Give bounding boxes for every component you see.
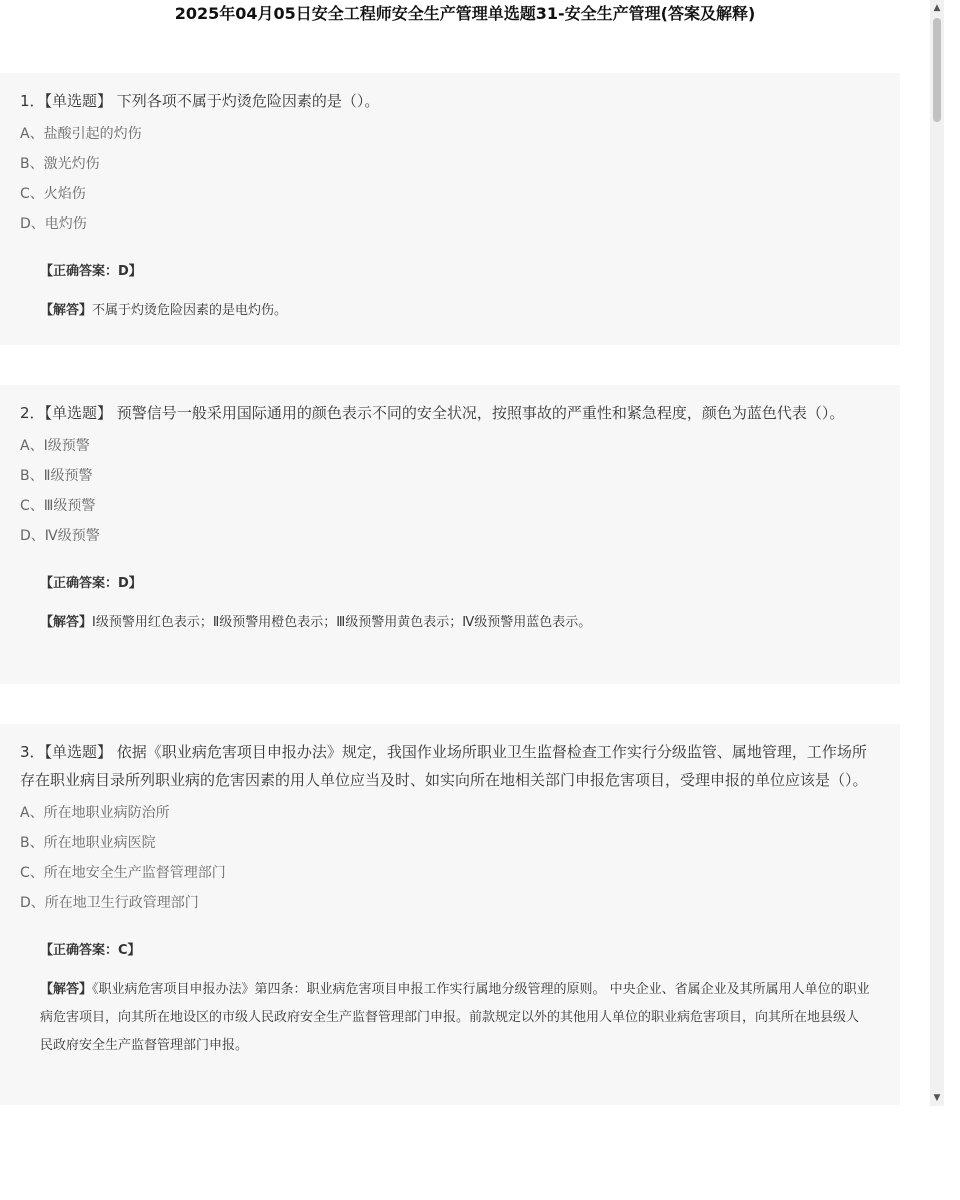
explanation bbox=[40, 609, 880, 637]
option-b[interactable]: B、激光灼伤 bbox=[20, 156, 100, 172]
option-c[interactable]: C、所在地安全生产监督管理部门 bbox=[20, 865, 226, 881]
scroll-up-arrow-icon[interactable]: ▲ bbox=[933, 3, 941, 13]
scrollbar-thumb[interactable] bbox=[933, 18, 941, 122]
explanation bbox=[40, 297, 880, 325]
explanation bbox=[40, 976, 880, 1060]
question-text: 1．【单选题】 下列各项不属于灼烫危险因素的是（）。 bbox=[20, 92, 380, 110]
option-d[interactable]: D、所在地卫生行政管理部门 bbox=[20, 895, 199, 911]
explanation-tag: 【解答】 bbox=[40, 982, 93, 997]
explanation-text: Ⅰ级预警用红色表示；Ⅱ级预警用橙色表示；Ⅲ级预警用黄色表示；Ⅳ级预警用蓝色表示。 bbox=[92, 615, 592, 630]
question-card-1 bbox=[0, 73, 900, 345]
correct-answer: 【正确答案：C】 bbox=[40, 943, 141, 958]
scroll-down-arrow-icon[interactable]: ▼ bbox=[933, 1093, 941, 1103]
option-b[interactable]: B、所在地职业病医院 bbox=[20, 835, 156, 851]
option-list bbox=[20, 119, 880, 239]
question-card-2 bbox=[0, 385, 900, 684]
explanation-tag: 【解答】 bbox=[40, 615, 93, 630]
option-c[interactable]: C、火焰伤 bbox=[20, 186, 86, 202]
page-title: 2025年04月05日安全工程师安全生产管理单选题31-安全生产管理(答案及解释) bbox=[174, 4, 756, 23]
option-a[interactable]: A、盐酸引起的灼伤 bbox=[20, 126, 142, 142]
correct-answer: 【正确答案：D】 bbox=[40, 264, 142, 279]
option-c[interactable]: C、Ⅲ级预警 bbox=[20, 498, 96, 514]
question-card-3 bbox=[0, 724, 900, 1105]
option-list bbox=[20, 431, 880, 551]
question-text: 2．【单选题】 预警信号一般采用国际通用的颜色表示不同的安全状况，按照事故的严重性和紧急程度，颜色为蓝色代表（）。 bbox=[20, 404, 845, 422]
correct-answer: 【正确答案：D】 bbox=[40, 576, 142, 591]
option-list bbox=[20, 798, 880, 918]
explanation-tag: 【解答】 bbox=[40, 303, 93, 318]
option-d[interactable]: D、电灼伤 bbox=[20, 216, 87, 232]
vertical-scrollbar[interactable] bbox=[930, 0, 944, 1106]
option-a[interactable]: A、所在地职业病防治所 bbox=[20, 805, 170, 821]
option-b[interactable]: B、Ⅱ级预警 bbox=[20, 468, 93, 484]
option-a[interactable]: A、Ⅰ级预警 bbox=[20, 438, 90, 454]
option-d[interactable]: D、Ⅳ级预警 bbox=[20, 528, 100, 544]
explanation-text: 不属于灼烫危险因素的是电灼伤。 bbox=[92, 303, 288, 318]
explanation-text: 《职业病危害项目申报办法》第四条：职业病危害项目申报工作实行属地分级管理的原则。 中央企业、省属企业及其所属用人单位的职业病危害项目，向其所在地设区的市级人民政府安全生产监督管理部门申报。前款规定以外的其他用人单位的职业病危害项目，向其所在地县级人民政府安全生产监督管理部门申报。 bbox=[40, 982, 870, 1053]
question-text: 3．【单选题】 依据《职业病危害项目申报办法》规定，我国作业场所职业卫生监督检查工作实行分级监管、属地管理，工作场所存在职业病目录所列职业病的危害因素的用人单位应当及时、如实向所在地相关部门申报危害项目，受理申报的单位应该是（）。 bbox=[20, 743, 868, 789]
